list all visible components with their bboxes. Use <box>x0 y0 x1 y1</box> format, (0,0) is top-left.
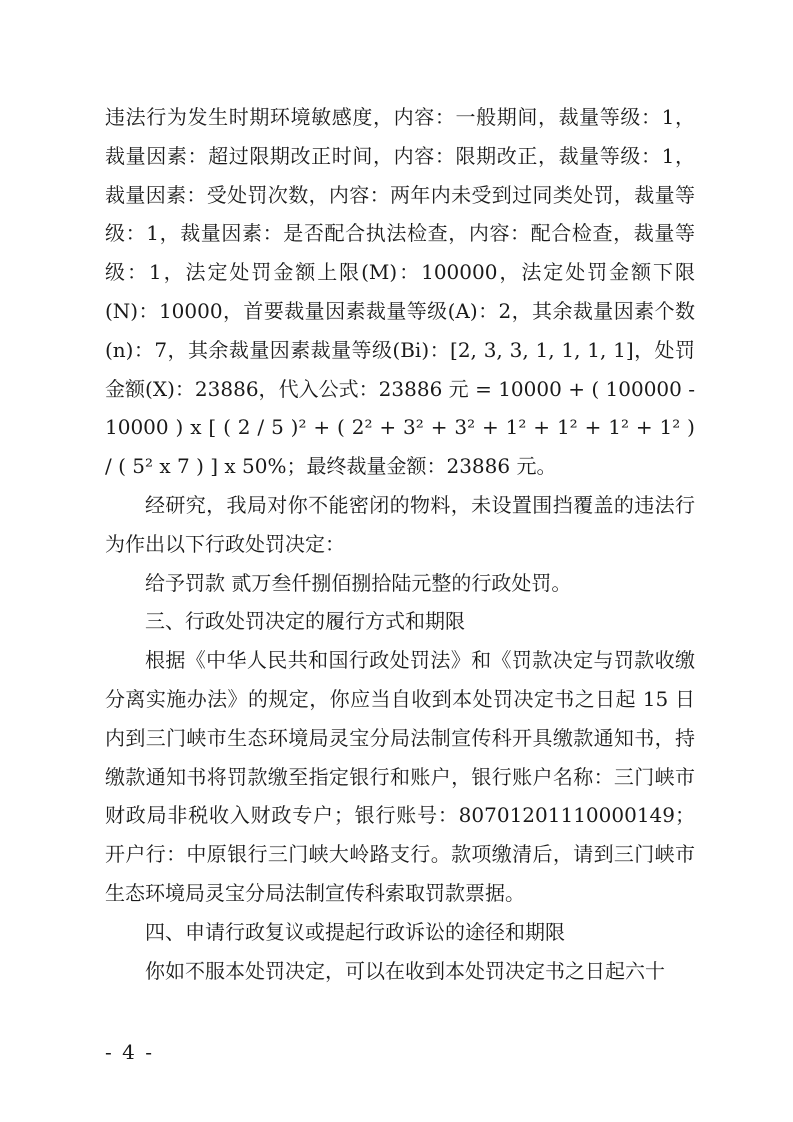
section-heading-appeal: 四、申请行政复议或提起行政诉讼的途径和期限 <box>145 919 565 944</box>
paragraph-decision-intro: 经研究，我局对你不能密闭的物料，未设置围挡覆盖的违法行为作出以下行政处罚决定： <box>105 492 695 556</box>
document-body <box>105 98 695 990</box>
paragraph-appeal-intro: 你如不服本处罚决定，可以在收到本处罚决定书之日起六十 <box>145 958 665 983</box>
paragraph-discretion-calculation: 违法行为发生时期环境敏感度，内容：一般期间，裁量等级：1，裁量因素：超过限期改正时间，内容：限期改正，裁量等级：1，裁量因素：受处罚次数，内容：两年内未受到过同类处罚，裁量等级：1，裁量因素：是否配合执法检查，内容：配合检查，裁量等级：1，法定处罚金额上限(M)：100000，法定处罚金额下限(N)：10000，首要裁量因素裁量等级(A)：2，其余裁量因素个数(n)：7，其余裁量因素裁量等级(Bi)：[2, 3, 3, 1, 1, 1, 1]，处罚金额(X)：23886，代入公式：23886 元 = 10000 + ( 100000 - 10000 ) x [ ( 2 / 5 )² + ( 2² + 3² + 3² + 1² + 1² + 1² + 1² ) / ( 5² x 7 ) ] x 50%；最终裁量金额：23886 元。 <box>105 105 695 479</box>
paragraph-payment-instructions: 根据《中华人民共和国行政处罚法》和《罚款决定与罚款收缴分离实施办法》的规定，你应当自收到本处罚决定书之日起 15 日内到三门峡市生态环境局灵宝分局法制宣传科开具缴款通知书，持缴款通知书将罚款缴至指定银行和账户，银行账户名称：三门峡市财政局非税收入财政专户；银行账号：80701201110000149；开户行：中原银行三门峡大岭路支行。款项缴清后，请到三门峡市生态环境局灵宝分局法制宣传科索取罚款票据。 <box>105 648 695 905</box>
paragraph-penalty-amount: 给予罚款 贰万叁仟捌佰捌拾陆元整的行政处罚。 <box>145 570 572 595</box>
section-heading-payment: 三、行政处罚决定的履行方式和期限 <box>145 609 465 634</box>
page-number: - 4 - <box>105 1040 154 1064</box>
